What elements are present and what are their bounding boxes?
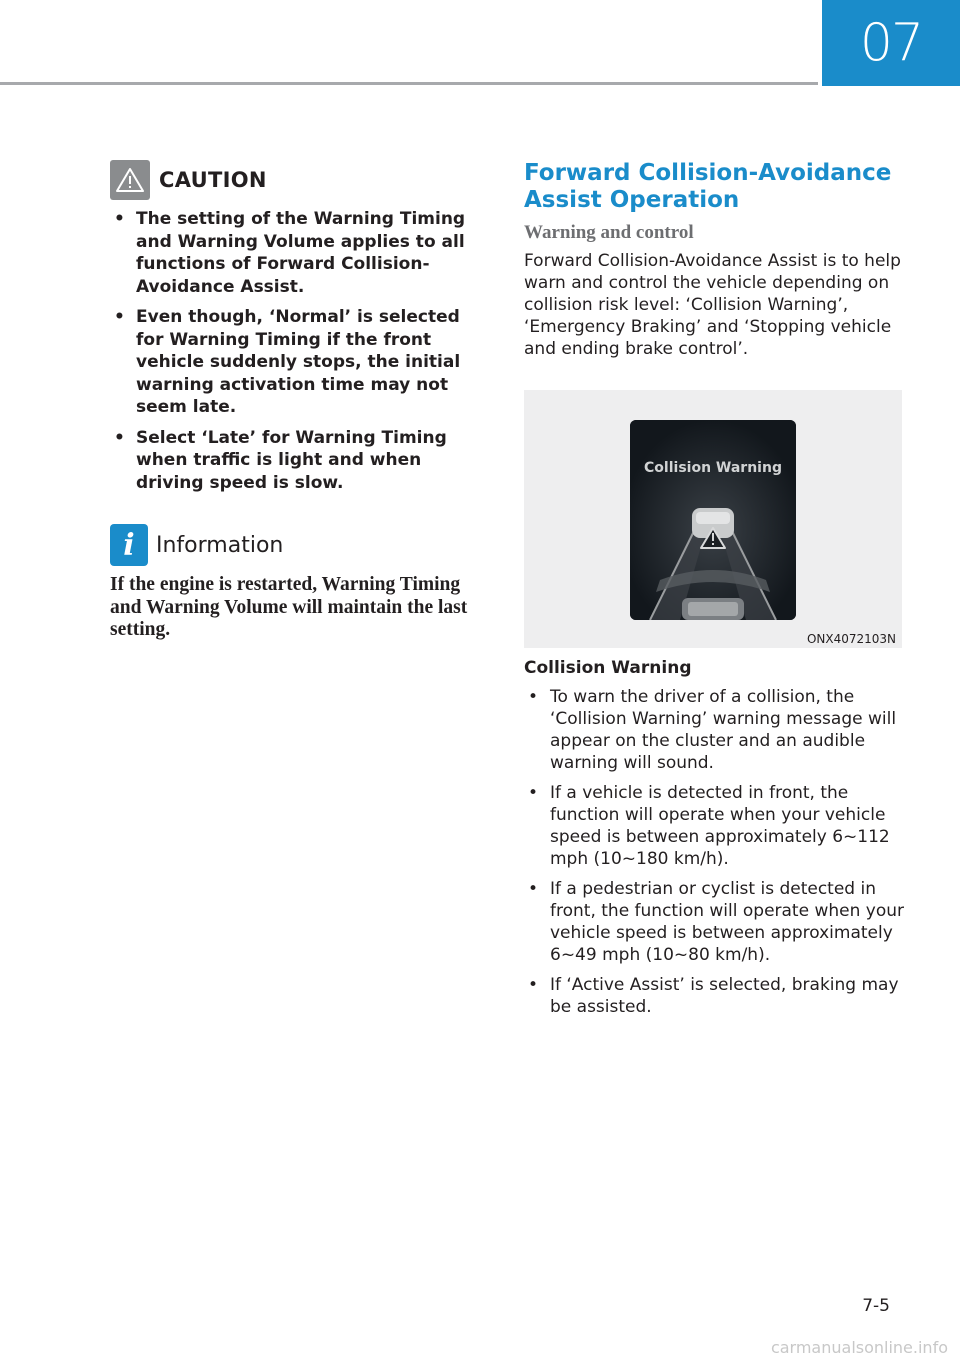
section-title: Forward Collision-Avoidance Assist Operation xyxy=(524,160,892,213)
caution-header xyxy=(110,160,488,200)
caution-title: CAUTION xyxy=(159,168,267,192)
collision-warning-heading: Collision Warning xyxy=(524,658,692,678)
caution-item: • Even though, ‘Normal’ is selected for Warning Timing if the front vehicle suddenly stops, the initial warning activation time may not seem late. xyxy=(110,306,488,419)
information-body: If the engine is restarted, Warning Timing and Warning Volume will maintain the last setting. xyxy=(110,574,468,640)
watermark-link[interactable]: carmanualsonline.info xyxy=(770,1338,948,1357)
right-column xyxy=(524,160,904,1018)
figure xyxy=(524,390,902,648)
page-number: 7-5 xyxy=(862,1296,890,1316)
chapter-tab xyxy=(822,0,960,86)
info-icon: i xyxy=(110,524,148,566)
subsection-title: Warning and control xyxy=(524,222,694,243)
warning-triangle-icon xyxy=(110,160,150,200)
figure-code: ONX4072103N xyxy=(806,632,896,646)
collision-warning-item: • If a vehicle is detected in front, the function will operate when your vehicle speed is between approximately 6~112 mph (10~180 km/h). xyxy=(524,782,904,870)
collision-warning-item: • To warn the driver of a collision, the ‘Collision Warning’ warning message will appear on the cluster and an audible warning will sound. xyxy=(524,686,904,774)
caution-list xyxy=(110,208,488,494)
cluster-display xyxy=(630,420,796,620)
information-header xyxy=(110,524,488,566)
collision-warning-list xyxy=(524,686,904,1018)
left-column xyxy=(110,160,488,642)
chapter-number: 07 xyxy=(859,13,923,73)
intro-paragraph: Forward Collision-Avoidance Assist is to help warn and control the vehicle depending on collision risk level: ‘Collision Warning’, ‘Emergency Braking’ and ‘Stopping vehicle and ending brake control’. xyxy=(524,251,901,359)
road-illustration xyxy=(630,420,796,620)
collision-warning-item: • If a pedestrian or cyclist is detected in front, the function will operate when your vehicle speed is between approximately 6~49 mph (10~80 km/h). xyxy=(524,878,904,966)
header-rule xyxy=(0,82,818,85)
caution-item: • Select ‘Late’ for Warning Timing when traffic is light and when driving speed is slow. xyxy=(110,427,488,495)
information-title: Information xyxy=(156,532,284,558)
screen-message: Collision Warning xyxy=(644,460,782,476)
collision-warning-item: • If ‘Active Assist’ is selected, braking may be assisted. xyxy=(524,974,904,1018)
caution-item: • The setting of the Warning Timing and Warning Volume applies to all functions of Forward Collision-Avoidance Assist. xyxy=(110,208,488,298)
